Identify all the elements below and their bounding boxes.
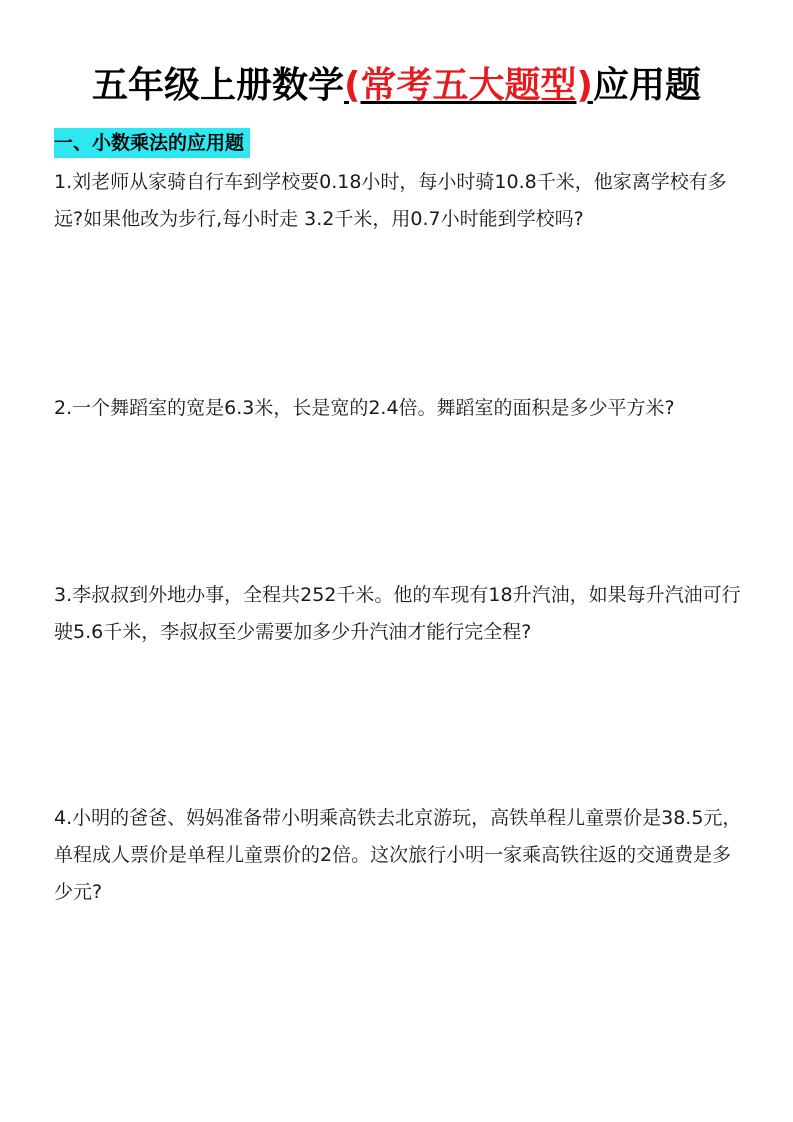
title-highlight: (常考五大题型) [344, 65, 593, 106]
question-3: 3.李叔叔到外地办事，全程共252千米。他的车现有18升汽油，如果每升汽油可行驶5.6千米，李叔叔至少需要加多少升汽油才能行完全程? [54, 584, 741, 643]
title-prefix: 五年级上册数学 [92, 65, 345, 106]
question-4: 4.小明的爸爸、妈妈准备带小明乘高铁去北京游玩，高铁单程儿童票价是38.5元，单程成人票价是单程儿童票价的2倍。这次旅行小明一家乘高铁往返的交通费是多少元? [54, 807, 742, 903]
page-title [0, 62, 793, 110]
question-1: 1.刘老师从家骑自行车到学校要0.18小时，每小时骑10.8千米，他家离学校有多远?如果他改为步行,每小时走 3.2千米，用0.7小时能到学校吗? [54, 171, 727, 230]
title-suffix: 应用题 [592, 65, 701, 106]
section-heading: 一、小数乘法的应用题 [54, 128, 250, 158]
question-2: 2.一个舞蹈室的宽是6.3米，长是宽的2.4倍。舞蹈室的面积是多少平方米? [54, 397, 675, 419]
